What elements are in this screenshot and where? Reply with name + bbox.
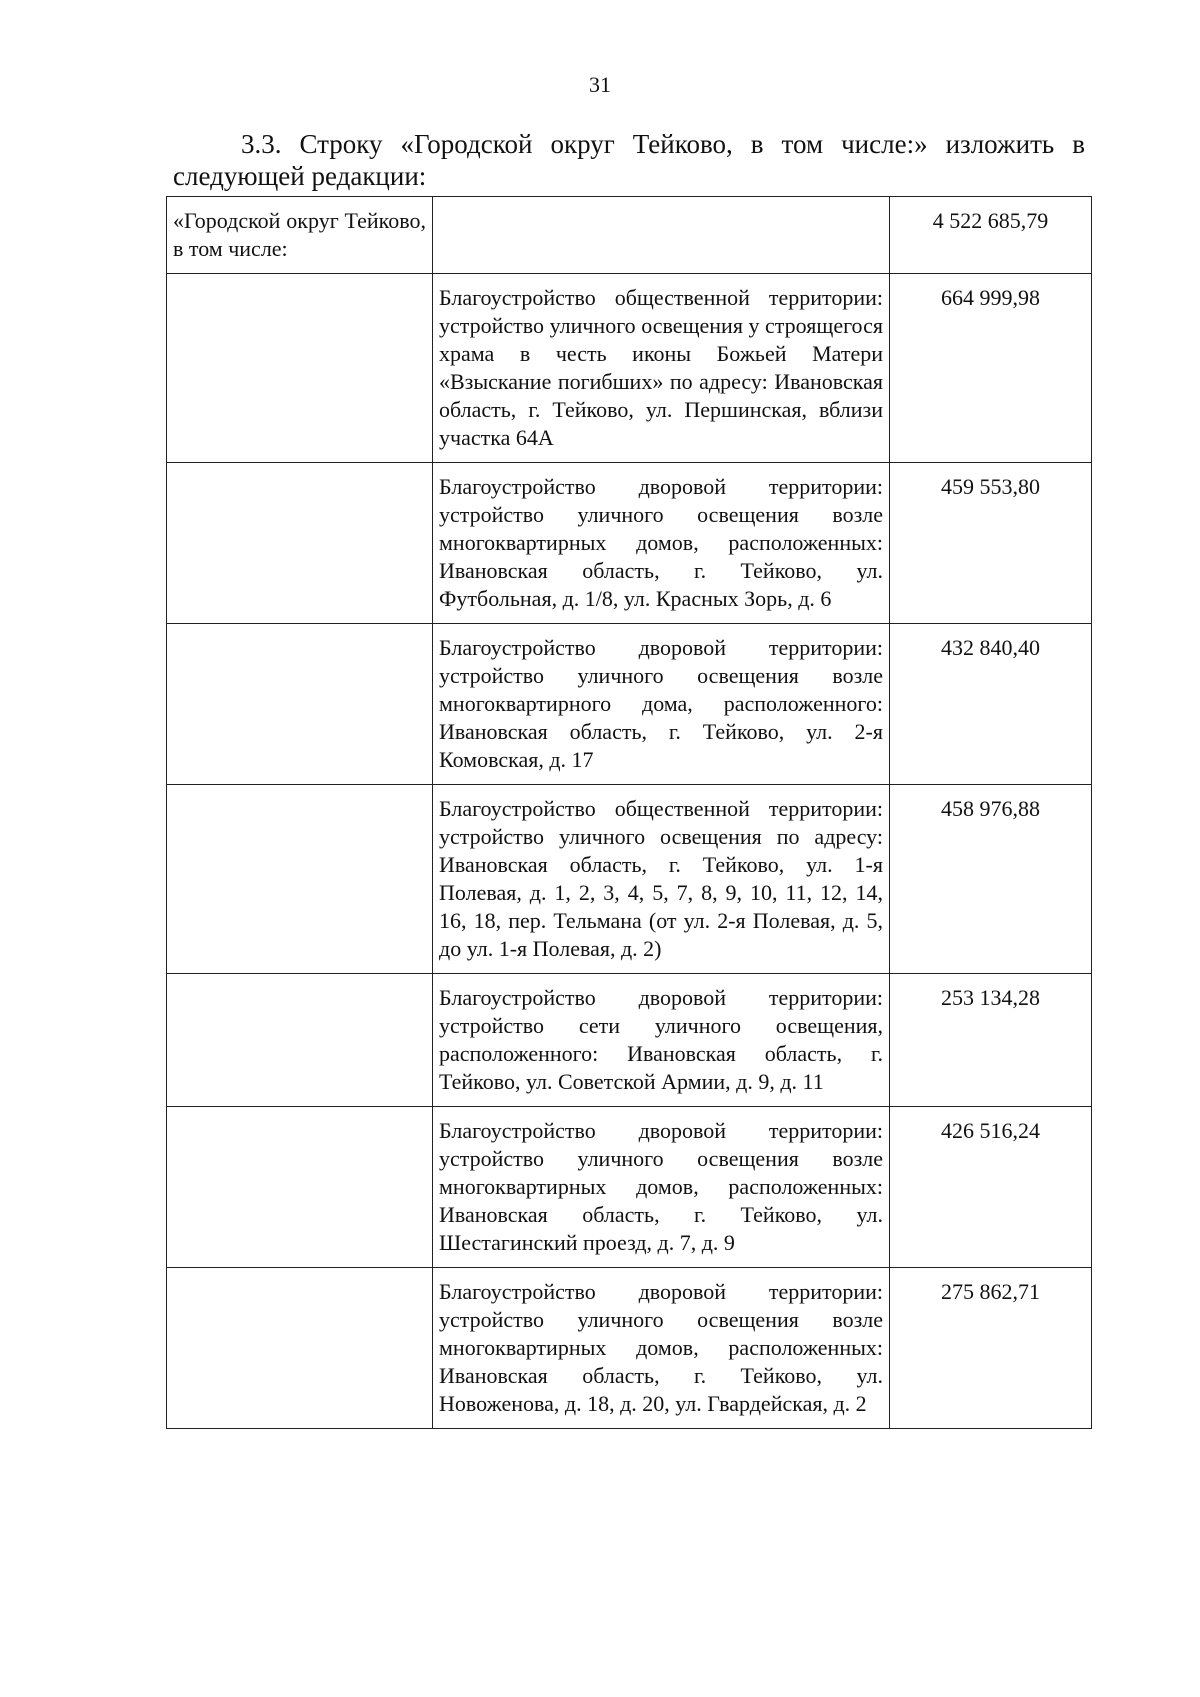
table-row: [167, 624, 1092, 785]
row-name-cell: [167, 1107, 433, 1268]
municipality-name-cell: «Городской округ Тейково, в том числе:: [167, 197, 433, 274]
row-description-cell: Благоустройство дворовой территории: устройство уличного освещения возле многоквартирных домов, расположенных: Ивановская область, г. Тейково, ул. Новоженова, д. 18, д. 20, ул. Гвардейская, д. 2: [433, 1268, 890, 1429]
intro-paragraph: [173, 128, 1085, 192]
intro-line-1: 3.3. Строку «Городской округ Тейково, в том числе:» изложить в: [241, 129, 1085, 159]
row-amount-cell: 432 840,40: [890, 624, 1092, 785]
table-row: [167, 1107, 1092, 1268]
table-row: [167, 1268, 1092, 1429]
row-amount-cell: 459 553,80: [890, 463, 1092, 624]
row-name-cell: [167, 274, 433, 463]
header-description-cell: [433, 197, 890, 274]
row-amount-cell: 253 134,28: [890, 974, 1092, 1107]
table-row: [167, 463, 1092, 624]
row-description-cell: Благоустройство дворовой территории: устройство уличного освещения возле многоквартирных домов, расположенных: Ивановская область, г. Тейково, ул. Шестагинский проезд, д. 7, д. 9: [433, 1107, 890, 1268]
row-description-cell: Благоустройство дворовой территории: устройство уличного освещения возле многоквартирного дома, расположенного: Ивановская область, г. Тейково, ул. 2-я Комовская, д. 17: [433, 624, 890, 785]
intro-line-2: следующей редакции:: [173, 161, 427, 191]
table-row: [167, 974, 1092, 1107]
row-amount-cell: 664 999,98: [890, 274, 1092, 463]
row-name-cell: [167, 974, 433, 1107]
row-description-cell: Благоустройство общественной территории: устройство уличного освещения у строящегося храма в честь иконы Божьей Матери «Взыскание погибших» по адресу: Ивановская область, г. Тейково, ул. Першинская, вблизи участка 64А: [433, 274, 890, 463]
table-header-row: [167, 197, 1092, 274]
funding-table: [166, 196, 1092, 1429]
row-name-cell: [167, 785, 433, 974]
row-description-cell: Благоустройство дворовой территории: устройство сети уличного освещения, расположенного: Ивановская область, г. Тейково, ул. Советской Армии, д. 9, д. 11: [433, 974, 890, 1107]
table-row: [167, 274, 1092, 463]
row-name-cell: [167, 1268, 433, 1429]
row-name-cell: [167, 624, 433, 785]
row-description-cell: Благоустройство общественной территории: устройство уличного освещения по адресу: Ивановская область, г. Тейково, ул. 1-я Полевая, д. 1, 2, 3, 4, 5, 7, 8, 9, 10, 11, 12, 14, 16, 18, пер. Тельмана (от ул. 2-я Полевая, д. 5, до ул. 1-я Полевая, д. 2): [433, 785, 890, 974]
row-description-cell: Благоустройство дворовой территории: устройство уличного освещения возле многоквартирных домов, расположенных: Ивановская область, г. Тейково, ул. Футбольная, д. 1/8, ул. Красных Зорь, д. 6: [433, 463, 890, 624]
table-row: [167, 785, 1092, 974]
row-amount-cell: 426 516,24: [890, 1107, 1092, 1268]
total-amount-cell: 4 522 685,79: [890, 197, 1092, 274]
page-number: 31: [589, 72, 611, 97]
row-name-cell: [167, 463, 433, 624]
row-amount-cell: 458 976,88: [890, 785, 1092, 974]
row-amount-cell: 275 862,71: [890, 1268, 1092, 1429]
